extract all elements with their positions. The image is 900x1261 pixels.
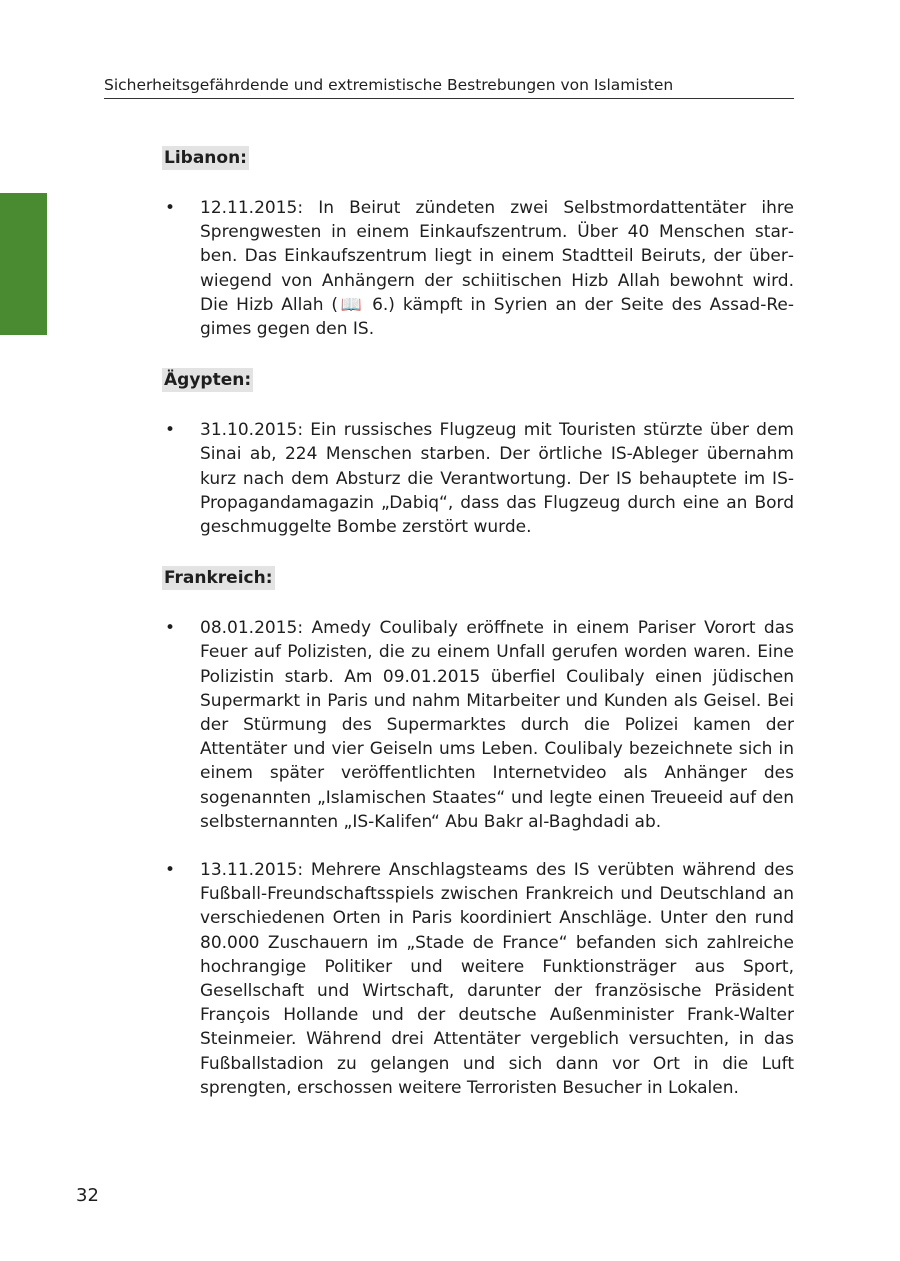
running-header: Sicherheitsgefährdende und extremistische Bestrebungen von Islamisten [104, 76, 674, 94]
bullet-icon: • [165, 860, 176, 881]
page-content [162, 146, 794, 1100]
section-heading: Libanon: [164, 148, 247, 168]
list-item-text: 12.11.2015: In Beirut zündeten zwei Selbstmordattentäter ihre Sprengwesten in einem Einkaufszentrum. Über 40 Menschen starben. Das Einkaufszentrum liegt in einem Stadtteil Beiruts, der überwiegend von Anhängern der schiitischen Hizb Allah bewohnt wird. Die Hizb Allah (📖 6.) kämpft in Syrien an der Seite des Assad-Regimes gegen den IS. [200, 198, 794, 340]
section-heading: Ägypten: [164, 370, 252, 391]
list-item [162, 616, 794, 834]
section-heading: Frankreich: [164, 568, 273, 589]
list-item-text: 13.11.2015: Mehrere Anschlagsteams des IS verübten während des Fußball-Freundschaftsspiels zwischen Frankreich und Deutschland an verschiedenen Orten in Paris koordiniert Anschläge. Unter den rund 80.000 Zuschauern im „Stade de France“ befanden sich zahlreiche hochrangige Politiker und weitere Funktionsträger aus Sport, Gesellschaft und Wirtschaft, darunter der französische Präsident François Hollande und der deutsche Außenminister Frank-Walter Steinmeier. Während drei Attentäter vergeblich versuchten, in das Fußballstadion zu gelangen und sich dann vor Ort in die Luft sprengten, erschossen weitere Terroristen Besucher in Lokalen. [200, 860, 794, 1098]
bullet-icon: • [165, 420, 176, 441]
list-item [162, 196, 794, 341]
chapter-color-tab [0, 193, 47, 335]
header-rule [104, 98, 794, 99]
section-libanon [162, 146, 794, 341]
bullet-icon: • [165, 618, 176, 639]
list-item [162, 858, 794, 1100]
bullet-icon: • [165, 198, 176, 218]
list-item-text: 31.10.2015: Ein russisches Flugzeug mit Touristen stürzte über dem Sinai ab, 224 Menschen starben. Der örtliche IS-Ableger übernahm kurz nach dem Absturz die Verantwortung. Der IS behauptete im IS-Propagandamagazin „Dabiq“, dass das Flugzeug durch eine an Bord geschmuggelte Bombe zerstört wurde. [200, 420, 794, 538]
section-aegypten [162, 368, 794, 539]
section-frankreich [162, 566, 794, 1100]
page-number: 32 [76, 1185, 99, 1206]
list-item [162, 418, 794, 539]
list-item-text: 08.01.2015: Amedy Coulibaly eröffnete in einem Pariser Vorort das Feuer auf Polizisten, die zu einem Unfall gerufen worden waren. Eine Polizistin starb. Am 09.01.2015 überfiel Coulibaly einen jüdischen Supermarkt in Paris und nahm Mitarbeiter und Kunden als Geisel. Bei der Stürmung des Supermarktes durch die Polizei kamen der Attentäter und vier Geiseln ums Leben. Coulibaly bezeichnete sich in einem später veröffentlichten Internetvideo als Anhänger des sogenannten „Islamischen Staates“ und legte einen Treueeid auf den selbsternannten „IS-Kalifen“ Abu Bakr al-Baghdadi ab. [200, 618, 794, 832]
